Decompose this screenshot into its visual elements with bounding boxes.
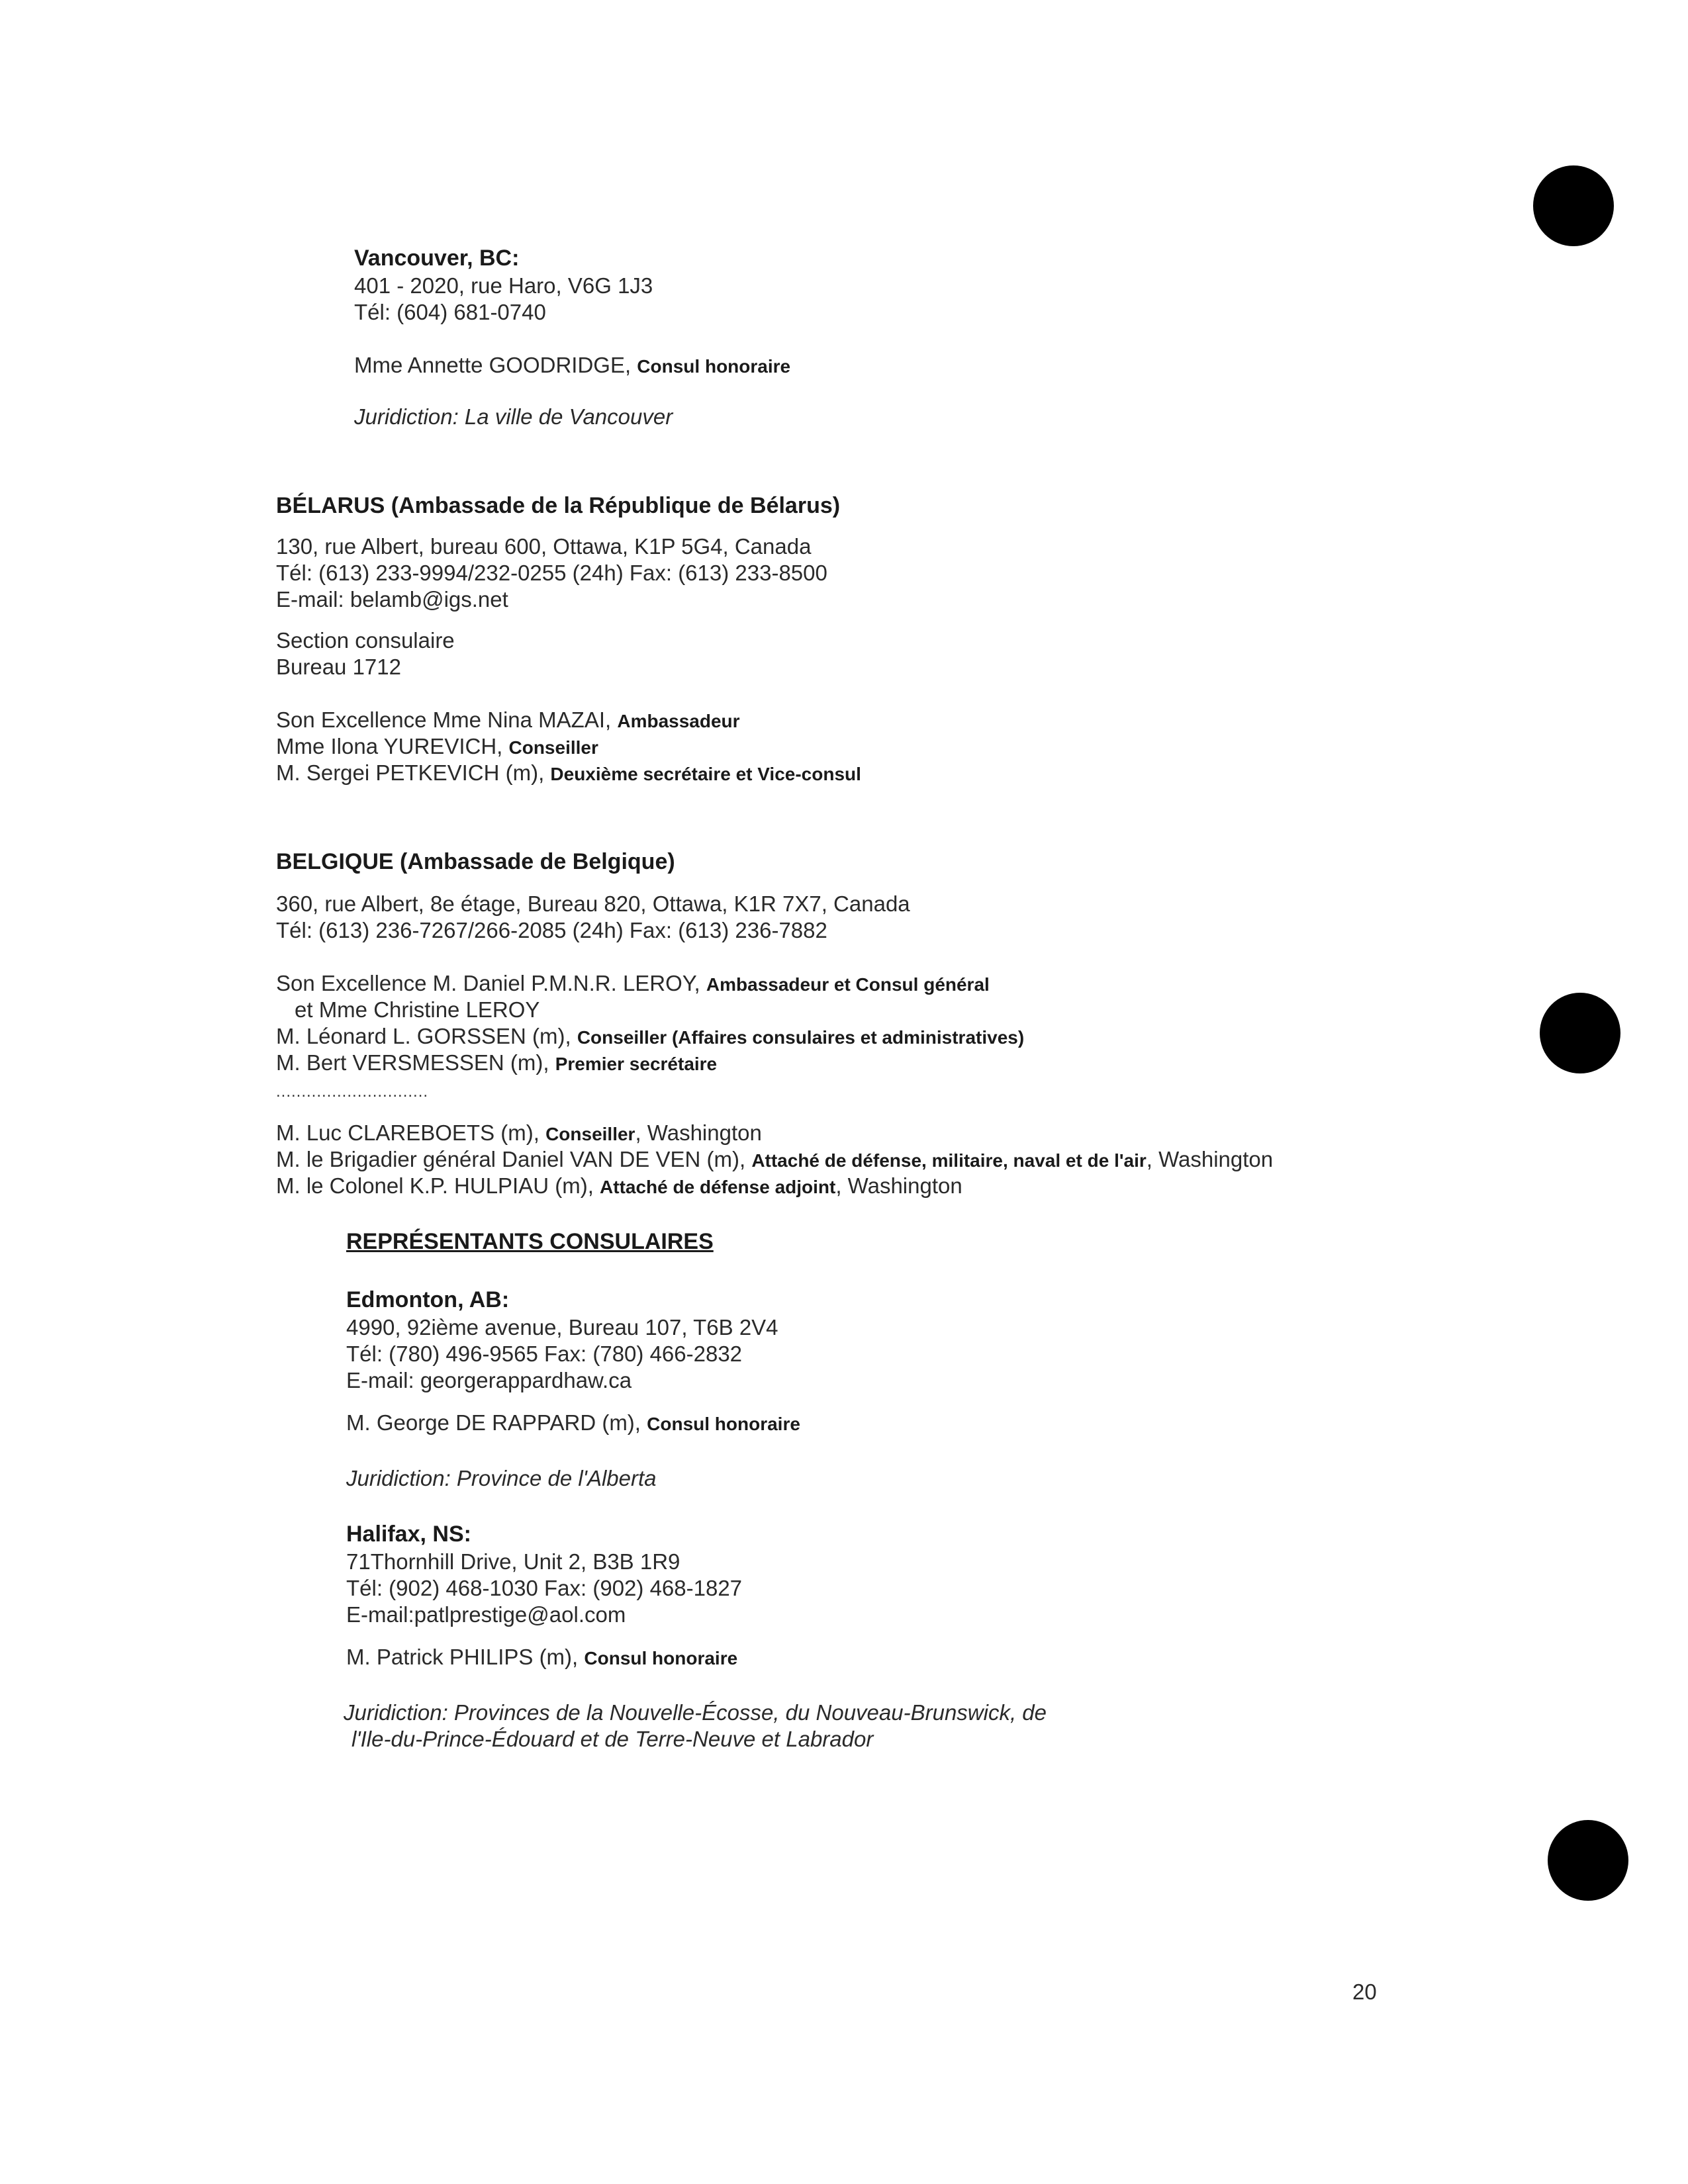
- staff-title: Conseiller (Affaires consulaires et administratives): [577, 1027, 1025, 1048]
- vancouver-person: [354, 352, 790, 380]
- belarus-staff-2: [276, 733, 598, 761]
- person-title: Consul honoraire: [584, 1648, 738, 1668]
- person-name: M. George DE RAPPARD (m),: [346, 1410, 641, 1435]
- halifax-heading: Halifax, NS:: [346, 1522, 471, 1547]
- belgique-address: 360, rue Albert, 8e étage, Bureau 820, Ottawa, K1R 7X7, Canada: [276, 891, 910, 916]
- vancouver-tel: Tél: (604) 681-0740: [354, 300, 546, 324]
- separator-dots: ..............................: [276, 1083, 429, 1101]
- edmonton-address: 4990, 92ième avenue, Bureau 107, T6B 2V4: [346, 1315, 778, 1340]
- edmonton-tel: Tél: (780) 496-9565 Fax: (780) 466-2832: [346, 1342, 743, 1366]
- staff-location: , Washington: [1146, 1147, 1274, 1171]
- staff-title: Attaché de défense, militaire, naval et de l'air: [751, 1150, 1147, 1171]
- staff-title: Ambassadeur: [617, 711, 740, 731]
- staff-title: Deuxième secrétaire et Vice-consul: [550, 764, 861, 784]
- belarus-section: Section consulaire: [276, 628, 455, 653]
- belgique-staff-2: [295, 997, 539, 1023]
- edmonton-heading: Edmonton, AB:: [346, 1287, 510, 1312]
- halifax-jurisdiction-line-1: Juridiction: Provinces de la Nouvelle-Écosse, du Nouveau-Brunswick, de: [344, 1700, 1047, 1725]
- staff-title: Premier secrétaire: [555, 1054, 718, 1074]
- belarus-tel: Tél: (613) 233-9994/232-0255 (24h) Fax: (613) 233-8500: [276, 561, 827, 585]
- belgique-staff-4: [276, 1050, 717, 1077]
- halifax-email: E-mail:patlprestige@aol.com: [346, 1602, 626, 1627]
- belgique-tel: Tél: (613) 236-7267/266-2085 (24h) Fax: (613) 236-7882: [276, 918, 827, 942]
- belgique-heading: BELGIQUE (Ambassade de Belgique): [276, 849, 675, 874]
- staff-name: Son Excellence M. Daniel P.M.N.R. LEROY,: [276, 971, 700, 995]
- staff-name: M. le Colonel K.P. HULPIAU (m),: [276, 1173, 594, 1198]
- belarus-address: 130, rue Albert, bureau 600, Ottawa, K1P 5G4, Canada: [276, 534, 812, 559]
- edmonton-jurisdiction: Juridiction: Province de l'Alberta: [346, 1466, 657, 1490]
- staff-location: , Washington: [635, 1120, 762, 1145]
- staff-name: Son Excellence Mme Nina MAZAI,: [276, 707, 612, 732]
- belgique-staff-3: [276, 1023, 1024, 1051]
- edmonton-person: [346, 1410, 800, 1437]
- person-title: Consul honoraire: [637, 356, 791, 377]
- belarus-staff-1: [276, 707, 740, 735]
- belarus-heading: BÉLARUS (Ambassade de la République de Bélarus): [276, 493, 841, 518]
- person-name: Mme Annette GOODRIDGE,: [354, 353, 632, 377]
- halifax-address: 71Thornhill Drive, Unit 2, B3B 1R9: [346, 1549, 680, 1574]
- vancouver-address: 401 - 2020, rue Haro, V6G 1J3: [354, 273, 653, 298]
- staff-name: Mme Ilona YUREVICH,: [276, 734, 503, 758]
- vancouver-jurisdiction: Juridiction: La ville de Vancouver: [354, 404, 673, 429]
- belgique-washington-3: [276, 1173, 962, 1201]
- staff-name: M. Luc CLAREBOETS (m),: [276, 1120, 539, 1145]
- staff-title: Attaché de défense adjoint: [600, 1177, 836, 1197]
- staff-name: M. Léonard L. GORSSEN (m),: [276, 1024, 571, 1048]
- halifax-jurisdiction-line-2: l'Ile-du-Prince-Édouard et de Terre-Neuve et Labrador: [352, 1727, 874, 1751]
- belgique-washington-2: [276, 1146, 1273, 1174]
- staff-title: Conseiller: [508, 737, 598, 758]
- staff-name: et Mme Christine LEROY: [295, 997, 540, 1022]
- page-number: 20: [1352, 1979, 1377, 2004]
- edmonton-email: E-mail: georgerappardhaw.ca: [346, 1368, 632, 1392]
- belgique-staff-1: [276, 970, 990, 998]
- punch-hole-bottom: [1548, 1820, 1628, 1901]
- punch-hole-middle: [1540, 993, 1620, 1073]
- belarus-staff-3: [276, 760, 861, 788]
- vancouver-heading: Vancouver, BC:: [354, 246, 520, 271]
- punch-hole-top: [1533, 165, 1614, 246]
- staff-title: Ambassadeur et Consul général: [706, 974, 990, 995]
- staff-title: Conseiller: [545, 1124, 635, 1144]
- belarus-bureau: Bureau 1712: [276, 655, 401, 679]
- halifax-tel: Tél: (902) 468-1030 Fax: (902) 468-1827: [346, 1576, 743, 1600]
- belgique-washington-1: [276, 1120, 762, 1148]
- consular-heading: REPRÉSENTANTS CONSULAIRES: [346, 1229, 714, 1254]
- staff-location: , Washington: [835, 1173, 962, 1198]
- person-title: Consul honoraire: [647, 1414, 800, 1434]
- person-name: M. Patrick PHILIPS (m),: [346, 1645, 579, 1669]
- staff-name: M. le Brigadier général Daniel VAN DE VEN (m),: [276, 1147, 746, 1171]
- staff-name: M. Sergei PETKEVICH (m),: [276, 760, 545, 785]
- halifax-person: [346, 1644, 737, 1672]
- belarus-email: E-mail: belamb@igs.net: [276, 587, 508, 612]
- staff-name: M. Bert VERSMESSEN (m),: [276, 1050, 549, 1075]
